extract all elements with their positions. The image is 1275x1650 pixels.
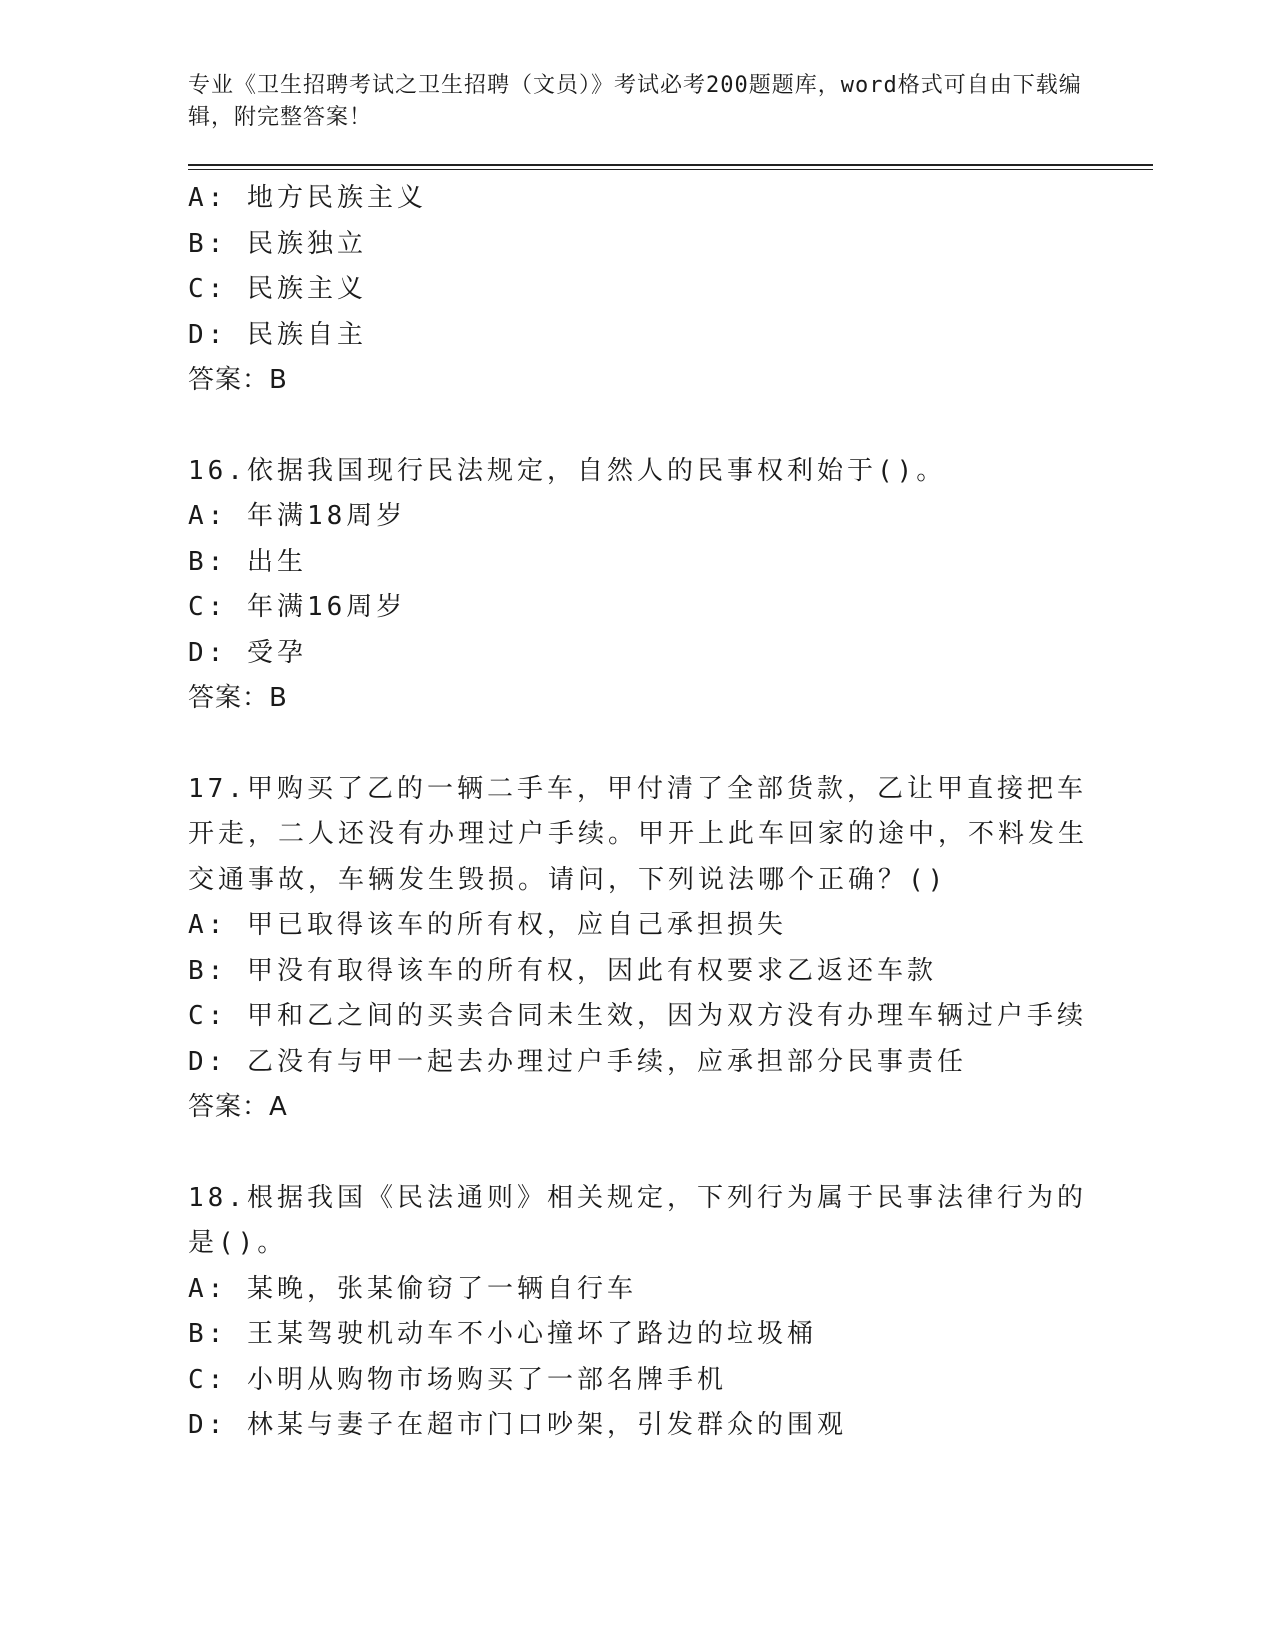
answer-line: 答案：B: [188, 683, 288, 713]
option-a: A: 地方民族主义: [188, 183, 427, 213]
option-b: B: 王某驾驶机动车不小心撞坏了路边的垃圾桶: [188, 1319, 817, 1349]
option-a: A: 某晚，张某偷窃了一辆自行车: [188, 1273, 637, 1304]
question-stem: 18.根据我国《民法通则》相关规定，下列行为属于民事法律行为的是()。: [188, 1182, 1087, 1258]
document-header: 专业《卫生招聘考试之卫生招聘（文员）》考试必考200题题库，word格式可自由下载编辑，附完整答案！: [188, 73, 1082, 130]
option-c: C: 小明从购物市场购买了一部名牌手机: [188, 1364, 727, 1395]
answer-line: 答案：A: [188, 1092, 288, 1122]
document-page: [188, 70, 1148, 1449]
answer-line: 答案：B: [188, 365, 288, 395]
option-b: B: 甲没有取得该车的所有权，因此有权要求乙返还车款: [188, 955, 937, 986]
question-18: [188, 1176, 1148, 1449]
option-c: C: 年满16周岁: [188, 592, 407, 622]
option-d: D: 林某与妻子在超市门口吵架，引发群众的围观: [188, 1410, 847, 1440]
option-c: C: 甲和乙之间的买卖合同未生效，因为双方没有办理车辆过户手续: [188, 1001, 1087, 1031]
question-stem: 17.甲购买了乙的一辆二手车，甲付清了全部货款，乙让甲直接把车开走，二人还没有办理过户手续。甲开上此车回家的途中，不料发生交通事故，车辆发生毁损。请问，下列说法哪个正确？(): [188, 773, 1089, 895]
question-17: [188, 767, 1148, 1131]
option-b: B: 民族独立: [188, 228, 367, 259]
option-d: D: 民族自主: [188, 319, 367, 350]
prev-question-options: [188, 176, 1148, 404]
header-divider: [188, 164, 1153, 170]
option-d: D: 乙没有与甲一起去办理过户手续，应承担部分民事责任: [188, 1046, 967, 1077]
option-a: A: 甲已取得该车的所有权，应自己承担损失: [188, 910, 787, 940]
question-stem: 16.依据我国现行民法规定，自然人的民事权利始于()。: [188, 455, 947, 486]
option-d: D: 受孕: [188, 637, 307, 668]
option-c: C: 民族主义: [188, 274, 367, 304]
option-b: B: 出生: [188, 546, 307, 577]
option-a: A: 年满18周岁: [188, 501, 407, 531]
question-16: [188, 449, 1148, 722]
